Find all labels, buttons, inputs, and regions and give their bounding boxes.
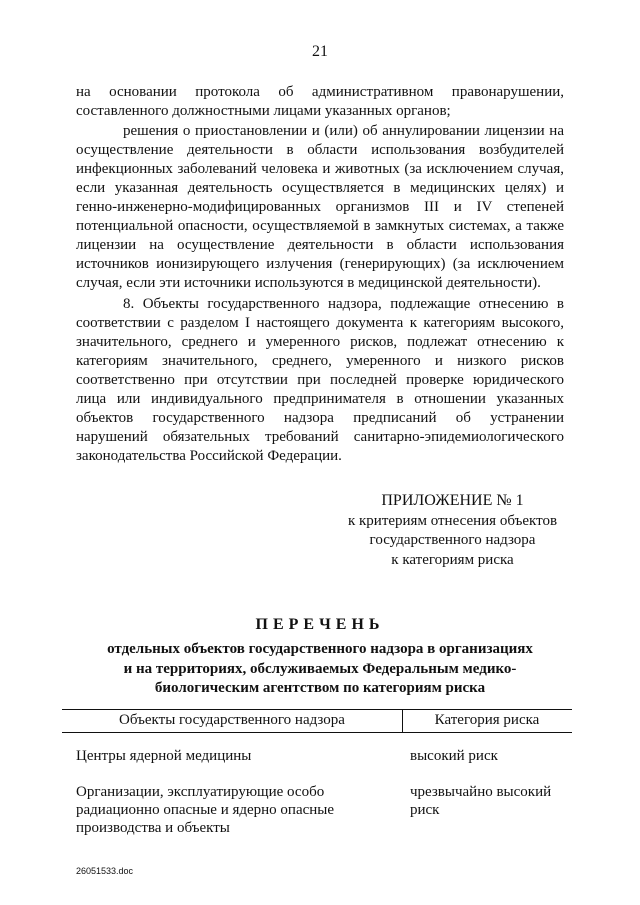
text-line: инфекционных заболеваний человека и животных (за исключением случая, — [76, 161, 564, 177]
text-line: источников ионизирующего излучения (генерирующих) (за исключением — [76, 256, 564, 272]
text-line: законодательства Российской Федерации. — [76, 448, 342, 464]
cell-line: радиационно опасные и ядерно опасные — [76, 802, 335, 818]
table-header — [62, 709, 572, 733]
cell-line: риск — [410, 802, 440, 818]
cell-object — [76, 783, 376, 837]
paragraph-item-8 — [76, 295, 564, 466]
column-header-objects: Объекты государственного надзора — [119, 712, 345, 728]
appendix-line: к категориям риска — [391, 551, 514, 568]
file-name-footer: 26051533.doc — [76, 866, 134, 876]
subtitle-line: и на территориях, обслуживаемых Федеральным медико- — [123, 660, 517, 677]
text-line: соответствии с разделом I настоящего документа к категориям высокого, — [76, 315, 564, 331]
text-line: случая, если эти источники используются в медицинской деятельности). — [76, 275, 541, 291]
cell-line: чрезвычайно высокий — [410, 784, 552, 800]
page-number: 21 — [312, 43, 328, 60]
text-line: если указанная деятельность осуществляется в медицинских целях) и — [76, 180, 564, 196]
text-line: объектов государственного надзора предписаний об устранении — [76, 410, 564, 426]
cell-line: Центры ядерной медицины — [76, 748, 252, 764]
text-line: 8. Объекты государственного надзора, подлежащие отнесению в — [123, 296, 564, 312]
cell-category — [410, 747, 570, 765]
text-line: значительного, среднего и умеренного рисков, подлежат отнесению к — [76, 334, 564, 350]
risk-table — [62, 709, 572, 836]
text-line: генно-инженерно-модифицированных организмов III и IV степеней — [76, 199, 564, 215]
column-header-category: Категория риска — [434, 712, 540, 728]
text-line: лица или индивидуального предпринимателя в отношении указанных — [76, 391, 564, 407]
text-line: составленного должностными лицами указанных органов; — [76, 103, 451, 119]
text-line: потенциальной опасности, осуществляемой в замкнутых системах, а также — [76, 218, 564, 234]
text-line: нарушений обязательных требований санитарно-эпидемиологического — [76, 429, 564, 445]
appendix-header — [320, 491, 585, 570]
text-line: соответственно при отсутствии при последней проверке юридического — [76, 372, 564, 388]
cell-line: высокий риск — [410, 748, 498, 764]
appendix-line: государственного надзора — [369, 532, 536, 548]
cell-object — [76, 747, 376, 765]
subtitle-line: отдельных объектов государственного надзора в организациях — [107, 641, 533, 657]
text-line: осуществление деятельности в области использования возбудителей — [76, 142, 564, 158]
list-title: ПЕРЕЧЕНЬ — [255, 616, 385, 633]
list-subtitle — [70, 640, 570, 699]
text-line: лицензии на осуществление деятельности в области использования — [76, 237, 564, 253]
paragraph-protocol — [76, 83, 564, 121]
subtitle-line: биологическим агентством по категориям риска — [154, 680, 486, 696]
text-line: на основании протокола об административном правонарушении, — [76, 84, 564, 100]
paragraph-license-decision — [76, 122, 564, 293]
appendix-line: к критериям отнесения объектов — [347, 512, 558, 529]
cell-line: Организации, эксплуатирующие особо — [76, 784, 325, 800]
text-line: категориям значительного, среднего, умеренного и низкого рисков — [76, 353, 564, 369]
cell-line: производства и объекты — [76, 820, 230, 836]
text-line: решения о приостановлении и (или) об аннулировании лицензии на — [123, 123, 564, 139]
appendix-title: ПРИЛОЖЕНИЕ № 1 — [381, 492, 524, 509]
cell-category — [410, 783, 570, 819]
